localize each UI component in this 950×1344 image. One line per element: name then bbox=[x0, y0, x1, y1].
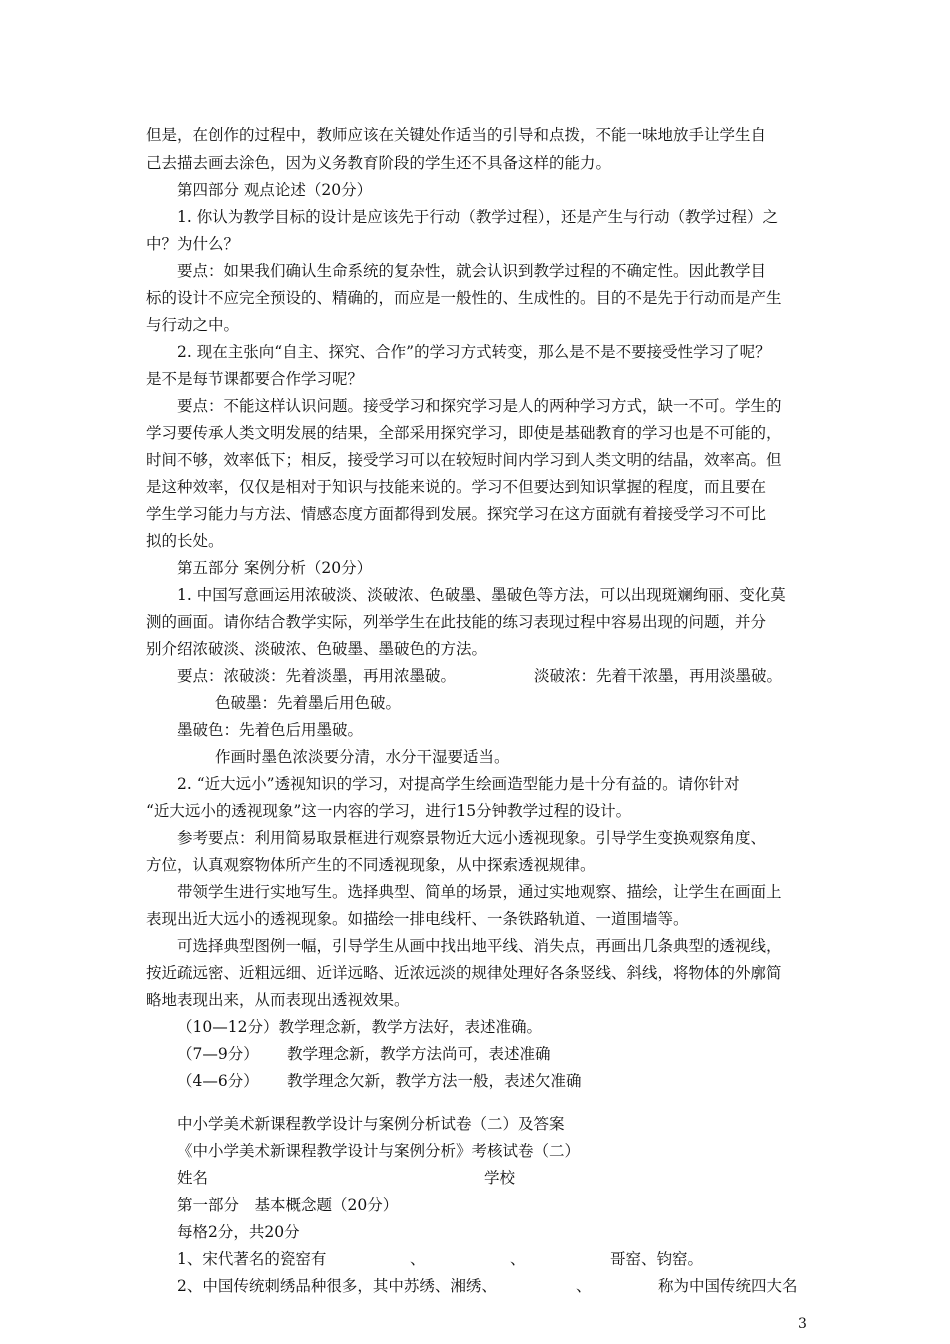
blank-separator: 、 bbox=[576, 1277, 592, 1295]
question-line: 2. “近大远小”透视知识的学习，对提高学生绘画造型能力是十分有益的。请你针对 bbox=[177, 775, 740, 793]
text-line: 与行动之中。 bbox=[146, 316, 240, 334]
question-line: 1. 中国写意画运用浓破淡、淡破浓、色破墨、墨破色等方法，可以出现斑斓绚丽、变化莫 bbox=[177, 586, 786, 604]
scoring-description: 教学理念新，教学方法尚可，表述准确 bbox=[287, 1045, 551, 1063]
text-line: 但是，在创作的过程中，教师应该在关键处作适当的引导和点拨，不能一味地放手让学生自 bbox=[146, 126, 767, 144]
text-line: 标的设计不应完全预设的、精确的，而应是一般性的、生成性的。目的不是先于行动而是产生 bbox=[146, 289, 782, 307]
text-line: 学生学习能力与方法、情感态度方面都得到发展。探究学习在这方面就有着接受学习不可比 bbox=[146, 505, 767, 523]
section-heading: 第五部分 案例分析（20分） bbox=[177, 559, 373, 577]
blank-separator: 、 bbox=[510, 1250, 526, 1268]
text-line: 要点：如果我们确认生命系统的复杂性，就会认识到教学过程的不确定性。因此教学目 bbox=[177, 262, 767, 280]
text-line: 略地表现出来，从而表现出透视效果。 bbox=[146, 991, 410, 1009]
page-number: 3 bbox=[798, 1316, 807, 1332]
text-line: 别介绍浓破淡、淡破浓、色破墨、墨破色的方法。 bbox=[146, 640, 488, 658]
text-line: 学习要传承人类文明发展的结果，全部采用探究学习，即使是基础教育的学习也是不可能的， bbox=[146, 424, 782, 442]
text-line: 中？为什么？ bbox=[146, 235, 240, 253]
school-label: 学校 bbox=[484, 1169, 516, 1187]
name-label: 姓名 bbox=[177, 1169, 209, 1187]
blank-question-end: 哥窑、钧窑。 bbox=[610, 1250, 704, 1268]
text-line: 墨破色：先着色后用墨破。 bbox=[177, 721, 364, 739]
section-heading: 第一部分 基本概念题（20分） bbox=[177, 1196, 399, 1214]
text-line: 可选择典型图例一幅，引导学生从画中找出地平线、消失点，再画出几条典型的透视线， bbox=[177, 937, 782, 955]
exam-subtitle: 《中小学美术新课程教学设计与案例分析》考核试卷（二） bbox=[177, 1142, 581, 1160]
scoring-line: （10—12分）教学理念新，教学方法好，表述准确。 bbox=[177, 1018, 542, 1036]
blank-question: 1、宋代著名的瓷窑有 bbox=[177, 1250, 327, 1268]
scoring-description: 教学理念欠新，教学方法一般，表述欠准确 bbox=[287, 1072, 582, 1090]
text-line: 作画时墨色浓淡要分清，水分干湿要适当。 bbox=[215, 748, 510, 766]
text-line: 拟的长处。 bbox=[146, 532, 224, 550]
text-line: “近大远小的透视现象”这一内容的学习，进行15分钟教学过程的设计。 bbox=[146, 802, 632, 820]
text-line: 是这种效率，仅仅是相对于知识与技能来说的。学习不但要达到知识掌握的程度，而且要在 bbox=[146, 478, 767, 496]
text-line: 按近疏远密、近粗远细、近详远略、近浓远淡的规律处理好各条竖线、斜线，将物体的外廓简 bbox=[146, 964, 782, 982]
exam-title: 中小学美术新课程教学设计与案例分析试卷（二）及答案 bbox=[177, 1115, 565, 1133]
text-line: 淡破浓：先着干浓墨，再用淡墨破。 bbox=[534, 667, 783, 685]
blank-separator: 、 bbox=[410, 1250, 426, 1268]
scoring-line: （7—9分） bbox=[177, 1045, 259, 1063]
text-line: 参考要点：利用简易取景框进行观察景物近大远小透视现象。引导学生变换观察角度、 bbox=[177, 829, 767, 847]
question-line: 1. 你认为教学目标的设计是应该先于行动（教学过程），还是产生与行动（教学过程）之 bbox=[177, 208, 778, 226]
text-line: 测的画面。请你结合教学实际，列举学生在此技能的练习表现过程中容易出现的问题，并分 bbox=[146, 613, 767, 631]
blank-question-end: 称为中国传统四大名 bbox=[658, 1277, 798, 1295]
text-line: 带领学生进行实地写生。选择典型、简单的场景，通过实地观察、描绘，让学生在画面上 bbox=[177, 883, 782, 901]
instruction-line: 每格2分，共20分 bbox=[177, 1223, 300, 1241]
section-heading: 第四部分 观点论述（20分） bbox=[177, 181, 373, 199]
blank-question: 2、中国传统刺绣品种很多，其中苏绣、湘绣、 bbox=[177, 1277, 497, 1295]
text-line: 色破墨：先着墨后用色破。 bbox=[215, 694, 402, 712]
text-line: 要点：不能这样认识问题。接受学习和探究学习是人的两种学习方式，缺一不可。学生的 bbox=[177, 397, 782, 415]
scoring-line: （4—6分） bbox=[177, 1072, 259, 1090]
text-line: 方位，认真观察物体所产生的不同透视现象，从中探索透视规律。 bbox=[146, 856, 596, 874]
text-line: 是不是每节课都要合作学习呢？ bbox=[146, 370, 364, 388]
text-line: 时间不够，效率低下；相反，接受学习可以在较短时间内学习到人类文明的结晶，效率高。但 bbox=[146, 451, 782, 469]
text-line: 表现出近大远小的透视现象。如描绘一排电线杆、一条铁路轨道、一道围墙等。 bbox=[146, 910, 689, 928]
question-line: 2. 现在主张向“自主、探究、合作”的学习方式转变，那么是不是不要接受性学习了呢？ bbox=[177, 343, 771, 361]
text-line: 要点：浓破淡：先着淡墨，再用浓墨破。 bbox=[177, 667, 457, 685]
text-line: 己去描去画去涂色，因为义务教育阶段的学生还不具备这样的能力。 bbox=[146, 154, 612, 172]
